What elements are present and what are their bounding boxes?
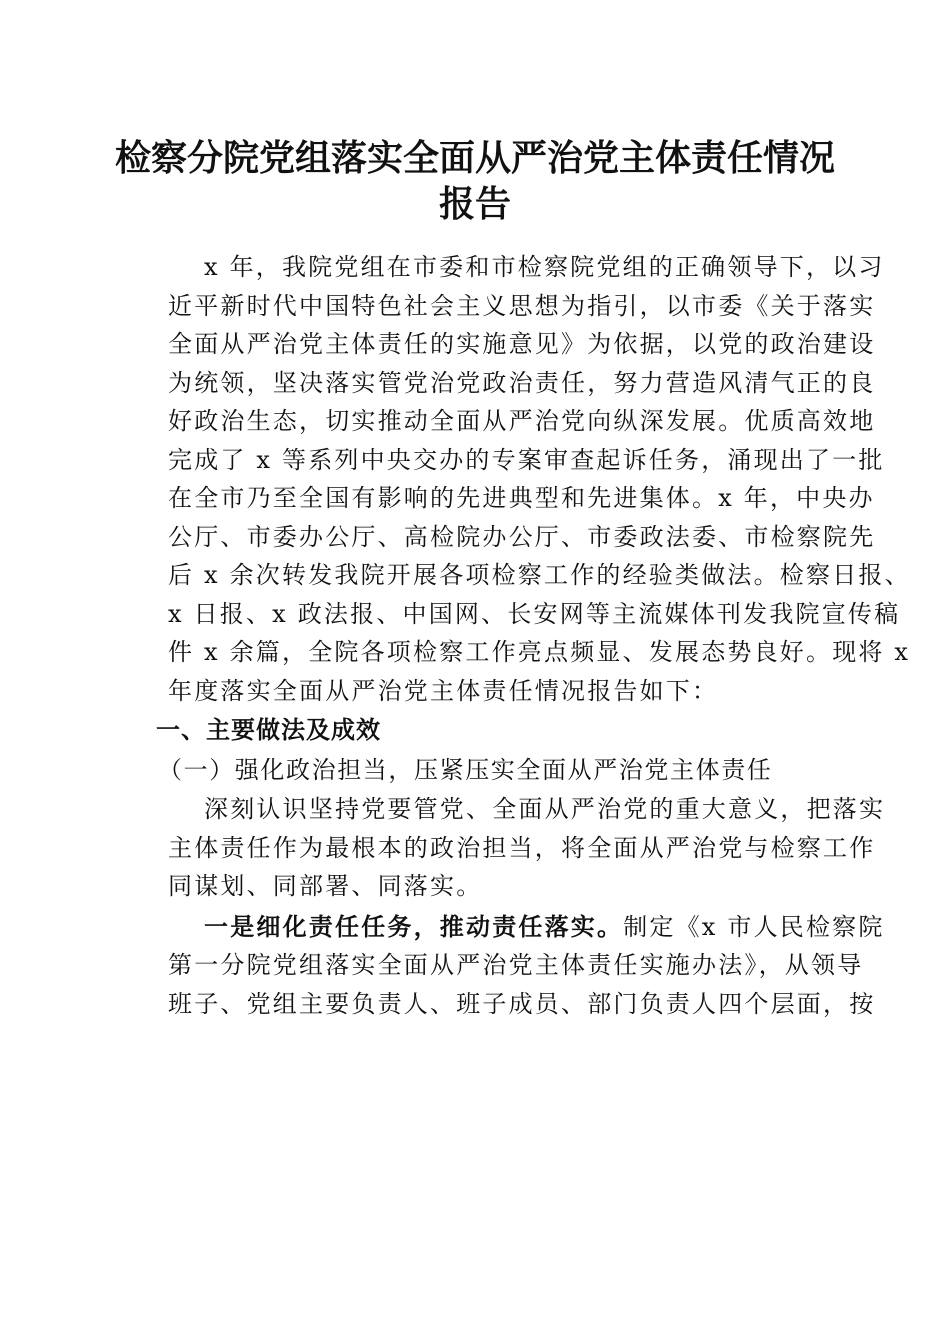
text-line: 公厅、市委办公厅、高检院办公厅、市委政法委、市检察院先	[168, 522, 876, 551]
text-line: 班子、党组主要负责人、班子成员、部门负责人四个层面，按	[168, 989, 876, 1018]
text-line: 主体责任作为最根本的政治担当，将全面从严治党与检察工作	[168, 833, 876, 862]
document-title-line-1: 检察分院党组落实全面从严治党主体责任情况	[114, 137, 835, 179]
paragraph-3	[120, 908, 885, 1024]
paragraph-text: 制定《x 市人民检察院	[623, 912, 885, 941]
text-line: 为统领，坚决落实管党治党政治责任，努力营造风清气正的良	[168, 368, 876, 397]
subsection-heading: （一）强化政治担当，压紧压实全面从严治党主体责任	[158, 756, 773, 784]
text-line: x 年，我院党组在市委和市检察院党组的正确领导下，以习	[204, 253, 885, 281]
intro-paragraph	[120, 248, 911, 710]
text-line: 在全市乃至全国有影响的先进典型和先进集体。x 年，中央办	[168, 484, 875, 512]
text-line: 完成了 x 等系列中央交办的专案审查起诉任务，涌现出了一批	[168, 445, 885, 474]
text-line: 后 x 余次转发我院开展各项检察工作的经验类做法。检察日报、	[168, 561, 911, 589]
text-line: 年度落实全面从严治党主体责任情况报告如下：	[168, 676, 719, 705]
text-line	[120, 908, 885, 947]
section-heading: 一、主要做法及成效	[156, 715, 381, 744]
text-line: 近平新时代中国特色社会主义思想为指引，以市委《关于落实	[168, 291, 876, 320]
text-line: 深刻认识坚持党要管党、全面从严治党的重大意义，把落实	[204, 795, 886, 823]
paragraph-2	[120, 790, 886, 906]
text-line: 全面从严治党主体责任的实施意见》为依据，以党的政治建设	[168, 330, 876, 358]
text-line: 第一分院党组落实全面从严治党主体责任实施办法》，从领导	[168, 951, 864, 979]
text-line: 同谋划、同部署、同落实。	[168, 872, 483, 900]
document-body	[120, 248, 911, 1023]
document-title-line-2: 报告	[438, 183, 511, 225]
text-line: 好政治生态，切实推动全面从严治党向纵深发展。优质高效地	[168, 407, 876, 435]
paragraph-lead: 一是细化责任任务，推动责任落实。	[204, 911, 624, 941]
text-line: 件 x 余篇，全院各项检察工作亮点频显、发展态势良好。现将 x	[168, 638, 911, 666]
text-line: x 日报、x 政法报、中国网、长安网等主流媒体刊发我院宣传稿	[168, 599, 901, 628]
